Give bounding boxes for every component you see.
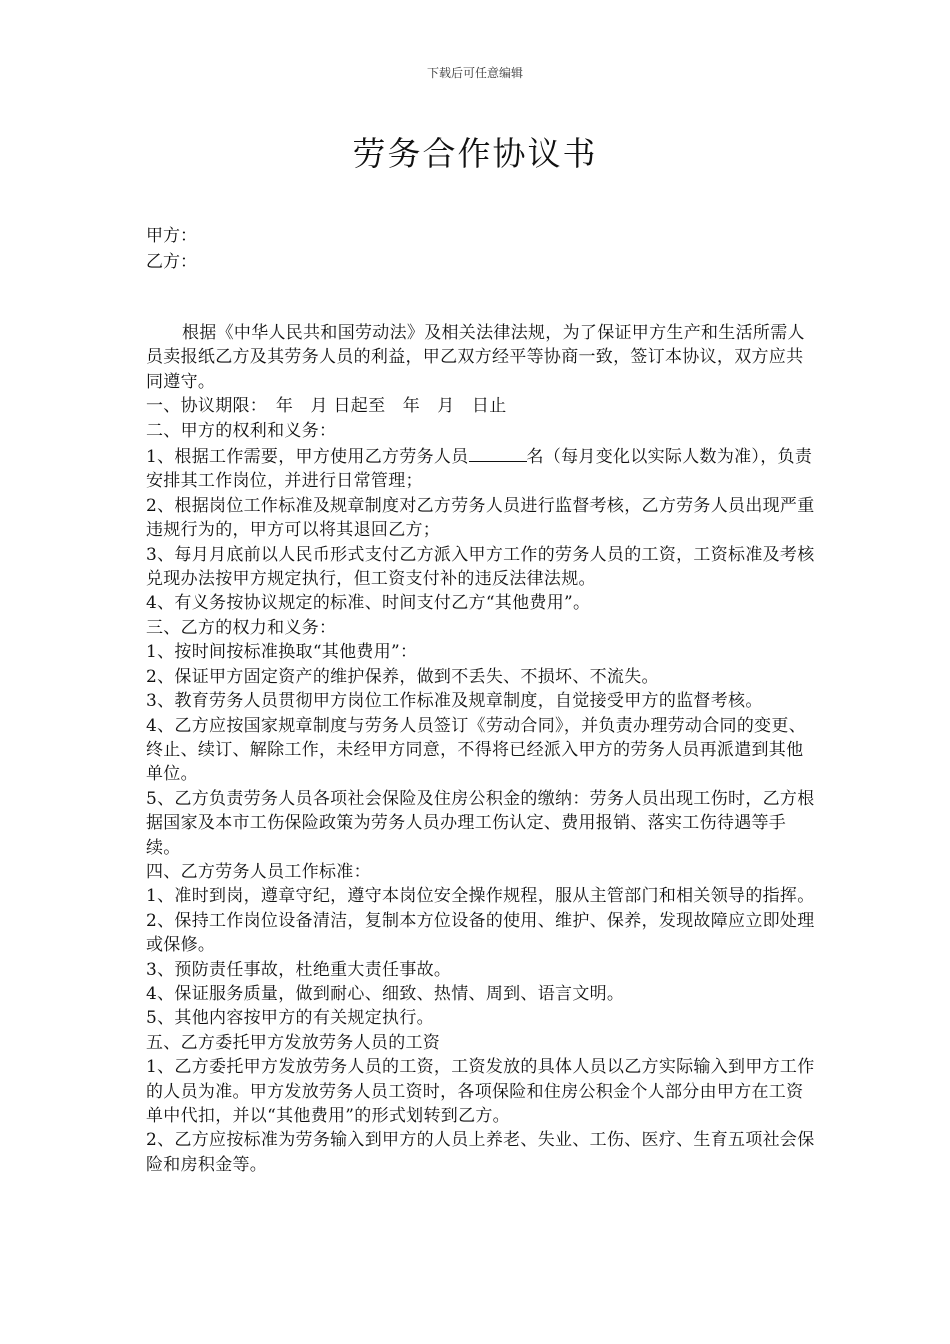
section-2-heading: 二、甲方的权利和义务： xyxy=(146,420,337,441)
section-2-item-1 xyxy=(146,443,818,494)
document-title: 劳务合作协议书 xyxy=(352,134,598,173)
section-5-item-2: 2、乙方应按标准为劳务输入到甲方的人员上养老、失业、工伤、医疗、生育五项社会保险和房积金等。 xyxy=(146,1130,815,1175)
section-4-item-5: 5、其他内容按甲方的有关规定执行。 xyxy=(146,1008,434,1029)
section-3-item-4: 4、乙方应按国家规章制度与劳务人员签订《劳动合同》，并负责办理劳动合同的变更、终止、续订、解除工作，未经甲方同意，不得将已经派入甲方的劳务人员再派遣到其他单位。 xyxy=(146,715,807,785)
party-a-label: 甲方： xyxy=(146,226,197,246)
section-2-item-1-before: 1、根据工作需要，甲方使用乙方劳务人员 xyxy=(146,447,469,468)
section-3-item-5: 5、乙方负责劳务人员各项社会保险及住房公积金的缴纳：劳务人员出现工伤时，乙方根据国家及本市工伤保险政策为劳务人员办理工伤认定、费用报销、落实工伤待遇等手续。 xyxy=(146,788,815,858)
section-2-item-4: 4、有义务按协议规定的标准、时间支付乙方“其他费用”。 xyxy=(146,593,591,614)
section-5-item-1: 1、乙方委托甲方发放劳务人员的工资，工资发放的具体人员以乙方实际输入到甲方工作的人员为准。甲方发放劳务人员工资时，各项保险和住房公积金个人部分由甲方在工资单中代扣，并以“其他费用”的形式划转到乙方。 xyxy=(146,1057,815,1126)
section-2-item-3: 3、每月月底前以人民币形式支付乙方派入甲方工作的劳务人员的工资，工资标准及考核兑现办法按甲方规定执行，但工资支付补的违反法律法规。 xyxy=(146,544,815,590)
section-5-heading: 五、乙方委托甲方发放劳务人员的工资 xyxy=(146,1032,441,1053)
section-4-item-1: 1、准时到岗，遵章守纪，遵守本岗位安全操作规程，服从主管部门和相关领导的指挥。 xyxy=(146,886,815,907)
parties-block xyxy=(146,224,826,275)
intro-paragraph: 根据《中华人民共和国劳动法》及相关法律法规，为了保证甲方生产和生活所需人员卖报纸乙方及其劳务人员的利益，甲乙双方经平等协商一致，签订本协议，双方应共同遵守。 xyxy=(146,323,805,392)
section-3-item-3: 3、教育劳务人员贯彻甲方岗位工作标准及规章制度，自觉接受甲方的监督考核。 xyxy=(146,691,763,712)
section-3-heading: 三、乙方的权力和义务： xyxy=(146,617,337,638)
agreement-body xyxy=(146,321,818,1177)
section-4-item-4: 4、保证服务质量，做到耐心、细致、热情、周到、语言文明。 xyxy=(146,983,625,1004)
section-3-item-1: 1、按时间按标准换取“其他费用”： xyxy=(146,642,418,663)
header-note: 下载后可任意编辑 xyxy=(426,66,523,80)
section-2-item-2: 2、根据岗位工作标准及规章制度对乙方劳务人员进行监督考核，乙方劳务人员出现严重违规行为的，甲方可以将其退回乙方； xyxy=(146,495,815,541)
section-2-item-1-after: 名（每月变化以实际人数为准），负责安排其工作岗位，并进行日常管理； xyxy=(146,447,813,492)
section-4-item-2: 2、保持工作岗位设备清洁，复制本方位设备的使用、维护、保养，发现故障应立即处理或保修。 xyxy=(146,910,815,956)
party-b-label: 乙方： xyxy=(146,251,197,272)
section-1-term: 一、协议期限： 年 月 日起至 年 月 日止 xyxy=(146,396,507,417)
headcount-blank xyxy=(469,443,527,462)
section-4-heading: 四、乙方劳务人员工作标准： xyxy=(146,861,371,882)
section-4-item-3: 3、预防责任事故，杜绝重大责任事故。 xyxy=(146,959,452,980)
section-3-item-2: 2、保证甲方固定资产的维护保养，做到不丢失、不损坏、不流失。 xyxy=(146,666,659,687)
